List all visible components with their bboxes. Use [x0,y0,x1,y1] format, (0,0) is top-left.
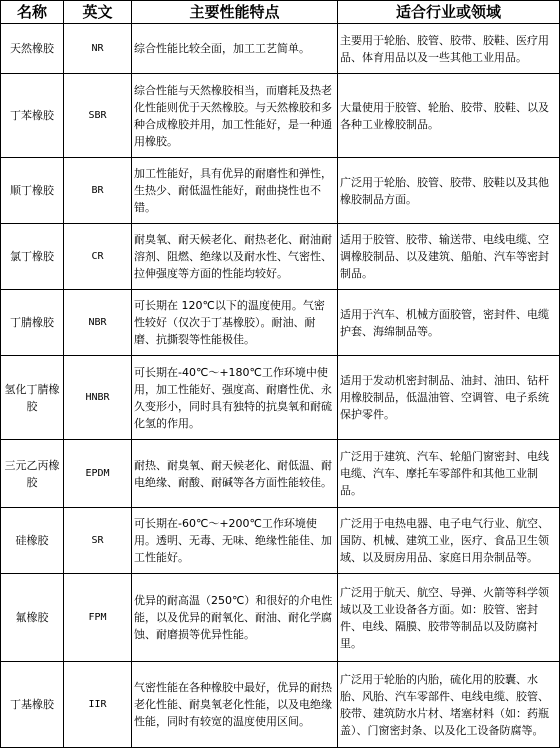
cell-name: 丁苯橡胶 [1,74,64,158]
cell-features: 可长期在-60℃～+200℃工作环境使用。透明、无毒、无味、绝缘性能佳、加工性能好。 [132,508,338,574]
table-row [1,508,560,574]
cell-english: HNBR [64,356,132,440]
cell-applications: 适用于胶管、胶带、输送带、电线电缆、空调橡胶制品、以及建筑、船舶、汽车等密封制品。 [338,224,560,290]
cell-english: NBR [64,290,132,356]
table-row [1,662,560,748]
cell-applications: 主要用于轮胎、胶管、胶带、胶鞋、医疗用品、体育用品以及一些其他工业用品。 [338,24,560,74]
cell-applications: 广泛用于轮胎的内胎，硫化用的胶囊、水胎、风胎、汽车零部件、电线电缆、胶管、胶带、建筑防水片材、堵塞材料（如：药瓶盖）、门窗密封条、以及化工设备防腐等。 [338,662,560,748]
cell-applications: 广泛用于电热电器、电子电气行业、航空、国防、机械、建筑工业，医疗、食品卫生领域、以及厨房用品、家庭日用杂制品等。 [338,508,560,574]
header-name: 名称 [1,1,64,24]
table-row [1,24,560,74]
cell-applications: 广泛用于轮胎、胶管、胶带、胶鞋以及其他橡胶制品方面。 [338,158,560,224]
cell-features: 加工性能好，具有优异的耐磨性和弹性，生热少、耐低温性能好，耐曲挠性也不错。 [132,158,338,224]
cell-name: 丁基橡胶 [1,662,64,748]
cell-english: SBR [64,74,132,158]
cell-features: 气密性能在各种橡胶中最好，优异的耐热老化性能、耐臭氧老化性能，以及电绝缘性能，同时有较宽的温度使用区间。 [132,662,338,748]
cell-applications: 适用于汽车、机械方面胶管，密封件、电缆护套、海绵制品等。 [338,290,560,356]
cell-features: 耐臭氧、耐天候老化、耐热老化、耐油耐溶剂、阻燃、绝缘以及耐水性、气密性、拉伸强度等方面的性能均较好。 [132,224,338,290]
table-row [1,440,560,508]
cell-name: 天然橡胶 [1,24,64,74]
cell-features: 可长期在-40℃～+180℃工作环境中使用，加工性能好、强度高、耐磨性优、永久变形小，同时具有独特的抗臭氧和耐硫化氢的作用。 [132,356,338,440]
cell-name: 丁腈橡胶 [1,290,64,356]
table-row [1,356,560,440]
cell-name: 硅橡胶 [1,508,64,574]
header-row [1,1,560,24]
cell-english: NR [64,24,132,74]
cell-features: 综合性能与天然橡胶相当，而磨耗及热老化性能则优于天然橡胶。与天然橡胶和多种合成橡胶并用，加工性能好，是一种通用橡胶。 [132,74,338,158]
cell-applications: 适用于发动机密封制品、油封、油田、钻杆用橡胶制品，低温油管、空调管、电子系统保护零件。 [338,356,560,440]
table-row [1,74,560,158]
cell-name: 氟橡胶 [1,574,64,662]
cell-name: 氢化丁腈橡胶 [1,356,64,440]
cell-english: EPDM [64,440,132,508]
cell-features: 可长期在 120℃以下的温度使用。气密性较好（仅次于丁基橡胶）。耐油、耐磨、抗撕裂等性能极佳。 [132,290,338,356]
cell-features: 综合性能比较全面，加工工艺简单。 [132,24,338,74]
table-row [1,290,560,356]
table-row [1,574,560,662]
header-features: 主要性能特点 [132,1,338,24]
cell-features: 优异的耐高温（250℃）和很好的介电性能，以及优异的耐氧化、耐油、耐化学腐蚀、耐磨损等优异性能。 [132,574,338,662]
cell-name: 三元乙丙橡胶 [1,440,64,508]
cell-applications: 广泛用于航天、航空、导弹、火箭等科学领域以及工业设备各方面。如：胶管、密封件、电线、隔膜、胶带等制品以及防腐衬里。 [338,574,560,662]
cell-name: 顺丁橡胶 [1,158,64,224]
cell-english: BR [64,158,132,224]
table-row [1,224,560,290]
cell-features: 耐热、耐臭氧、耐天候老化、耐低温、耐电绝缘、耐酸、耐碱等各方面性能较佳。 [132,440,338,508]
cell-english: IIR [64,662,132,748]
cell-english: CR [64,224,132,290]
header-english: 英文 [64,1,132,24]
header-applications: 适合行业或领域 [338,1,560,24]
cell-english: SR [64,508,132,574]
table-row [1,158,560,224]
cell-english: FPM [64,574,132,662]
cell-applications: 大量使用于胶管、轮胎、胶带、胶鞋、以及各种工业橡胶制品。 [338,74,560,158]
cell-name: 氯丁橡胶 [1,224,64,290]
cell-applications: 广泛用于建筑、汽车、轮船门窗密封、电线电缆、汽车、摩托车零部件和其他工业制品。 [338,440,560,508]
